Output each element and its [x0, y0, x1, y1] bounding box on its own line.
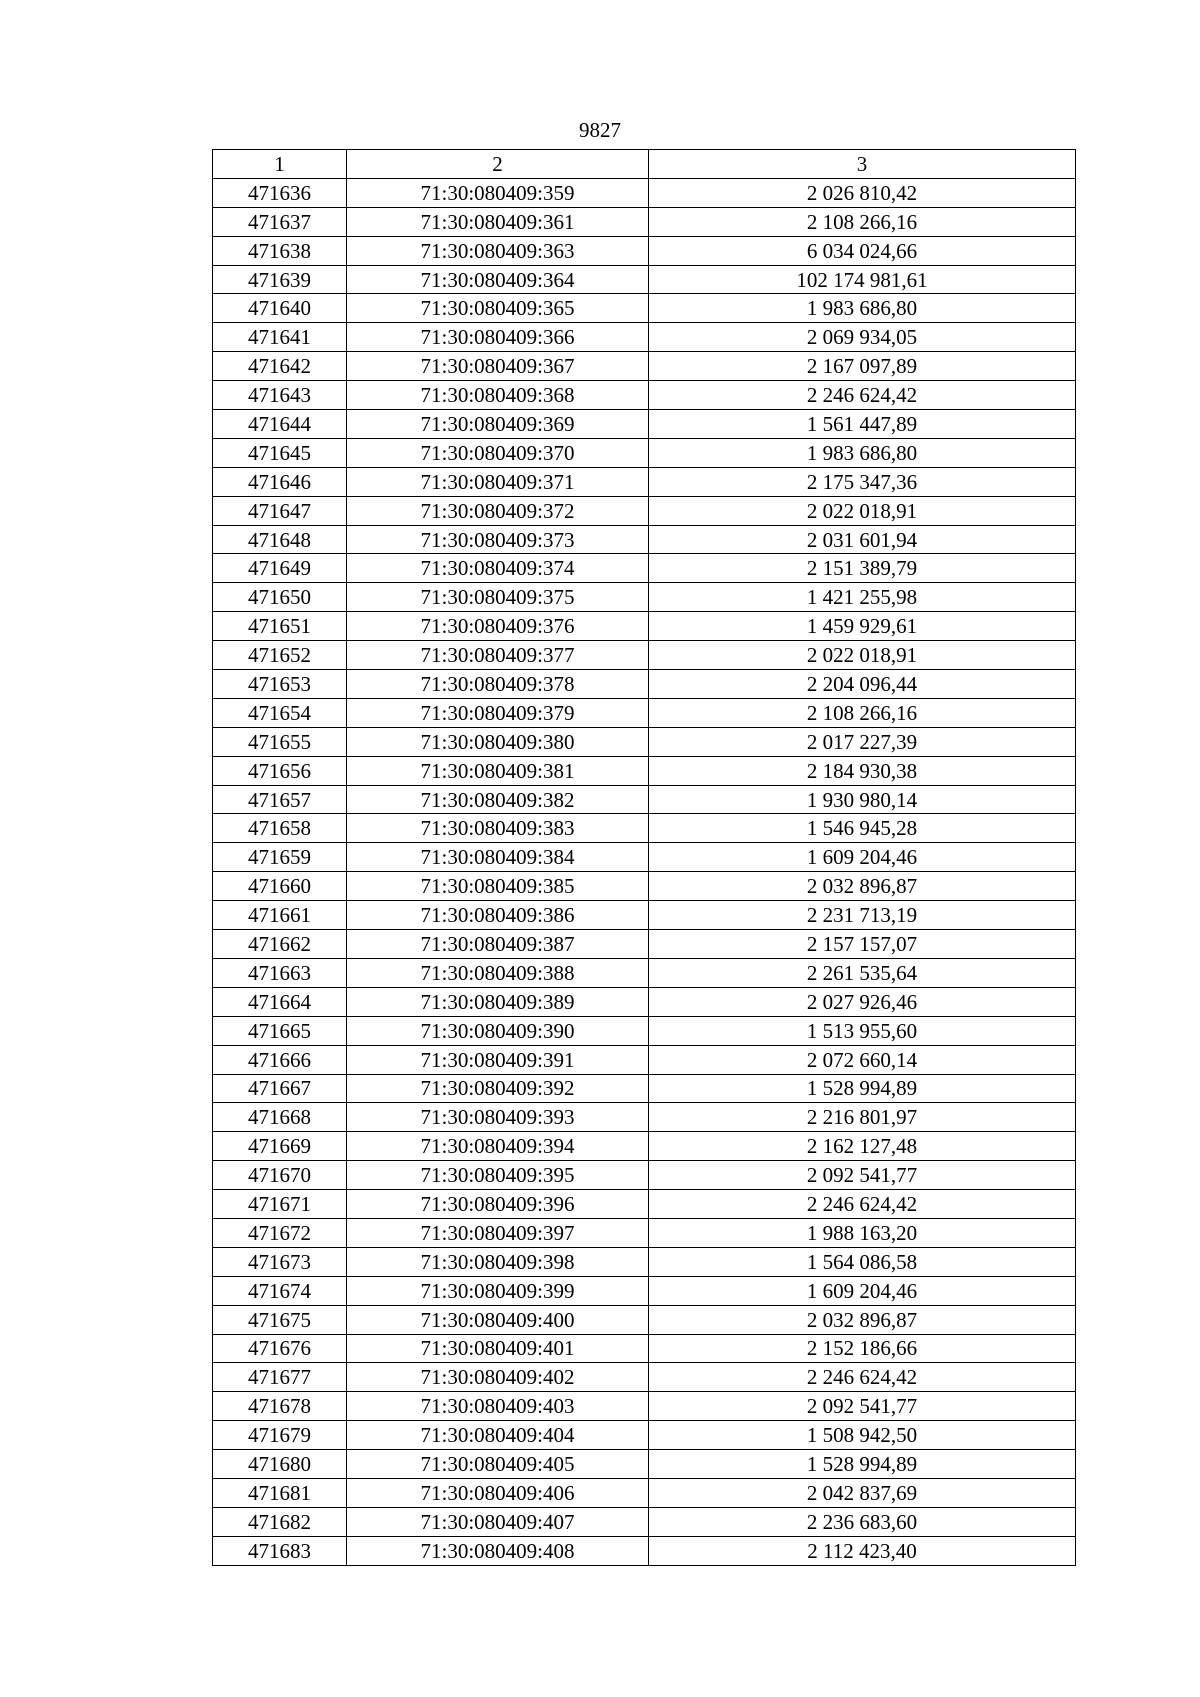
- value-cell: 2 022 018,91: [649, 641, 1076, 670]
- table-body: [213, 178, 1076, 1565]
- table-row: [213, 1045, 1076, 1074]
- cadastral-number-cell: 71:30:080409:380: [347, 727, 649, 756]
- cadastral-number-cell: 71:30:080409:368: [347, 381, 649, 410]
- value-cell: 6 034 024,66: [649, 236, 1076, 265]
- cadastral-number-cell: 71:30:080409:403: [347, 1392, 649, 1421]
- cadastral-number-cell: 71:30:080409:363: [347, 236, 649, 265]
- row-number-cell: 471657: [213, 785, 347, 814]
- cadastral-number-cell: 71:30:080409:385: [347, 872, 649, 901]
- value-cell: 2 032 896,87: [649, 1305, 1076, 1334]
- value-cell: 2 108 266,16: [649, 698, 1076, 727]
- table-row: [213, 987, 1076, 1016]
- cadastral-number-cell: 71:30:080409:371: [347, 467, 649, 496]
- cadastral-number-cell: 71:30:080409:376: [347, 612, 649, 641]
- cadastral-number-cell: 71:30:080409:393: [347, 1103, 649, 1132]
- cadastral-number-cell: 71:30:080409:370: [347, 438, 649, 467]
- row-number-cell: 471662: [213, 930, 347, 959]
- table-row: [213, 901, 1076, 930]
- value-cell: 2 042 837,69: [649, 1478, 1076, 1507]
- value-cell: 2 022 018,91: [649, 496, 1076, 525]
- cadastral-number-cell: 71:30:080409:374: [347, 554, 649, 583]
- row-number-cell: 471646: [213, 467, 347, 496]
- table-row: [213, 1016, 1076, 1045]
- row-number-cell: 471671: [213, 1190, 347, 1219]
- value-cell: 2 184 930,38: [649, 756, 1076, 785]
- table-row: [213, 930, 1076, 959]
- row-number-cell: 471665: [213, 1016, 347, 1045]
- row-number-cell: 471673: [213, 1247, 347, 1276]
- value-cell: 1 609 204,46: [649, 1276, 1076, 1305]
- row-number-cell: 471642: [213, 352, 347, 381]
- value-cell: 2 026 810,42: [649, 178, 1076, 207]
- row-number-cell: 471669: [213, 1132, 347, 1161]
- table-row: [213, 178, 1076, 207]
- cadastral-number-cell: 71:30:080409:398: [347, 1247, 649, 1276]
- cadastral-number-cell: 71:30:080409:388: [347, 958, 649, 987]
- table-row: [213, 1161, 1076, 1190]
- value-cell: 1 609 204,46: [649, 843, 1076, 872]
- row-number-cell: 471663: [213, 958, 347, 987]
- cadastral-number-cell: 71:30:080409:406: [347, 1478, 649, 1507]
- table-row: [213, 496, 1076, 525]
- cadastral-number-cell: 71:30:080409:377: [347, 641, 649, 670]
- row-number-cell: 471648: [213, 525, 347, 554]
- row-number-cell: 471650: [213, 583, 347, 612]
- table-row: [213, 1218, 1076, 1247]
- row-number-cell: 471645: [213, 438, 347, 467]
- value-cell: 1 528 994,89: [649, 1074, 1076, 1103]
- row-number-cell: 471660: [213, 872, 347, 901]
- table-row: [213, 381, 1076, 410]
- cadastral-number-cell: 71:30:080409:408: [347, 1536, 649, 1565]
- cadastral-number-cell: 71:30:080409:397: [347, 1218, 649, 1247]
- cadastral-number-cell: 71:30:080409:387: [347, 930, 649, 959]
- table-row: [213, 1478, 1076, 1507]
- cadastral-number-cell: 71:30:080409:361: [347, 207, 649, 236]
- value-cell: 2 162 127,48: [649, 1132, 1076, 1161]
- table-row: [213, 1507, 1076, 1536]
- value-cell: 2 246 624,42: [649, 1190, 1076, 1219]
- value-cell: 2 231 713,19: [649, 901, 1076, 930]
- row-number-cell: 471647: [213, 496, 347, 525]
- row-number-cell: 471655: [213, 727, 347, 756]
- row-number-cell: 471641: [213, 323, 347, 352]
- cadastral-number-cell: 71:30:080409:401: [347, 1334, 649, 1363]
- value-cell: 1 421 255,98: [649, 583, 1076, 612]
- cadastral-number-cell: 71:30:080409:366: [347, 323, 649, 352]
- row-number-cell: 471643: [213, 381, 347, 410]
- row-number-cell: 471677: [213, 1363, 347, 1392]
- page-number: 9827: [579, 118, 621, 142]
- row-number-cell: 471659: [213, 843, 347, 872]
- table-row: [213, 525, 1076, 554]
- table-row: [213, 1392, 1076, 1421]
- row-number-cell: 471661: [213, 901, 347, 930]
- cadastral-number-cell: 71:30:080409:381: [347, 756, 649, 785]
- table-row: [213, 1276, 1076, 1305]
- cadastral-number-cell: 71:30:080409:369: [347, 410, 649, 439]
- value-cell: 2 151 389,79: [649, 554, 1076, 583]
- table-row: [213, 1536, 1076, 1565]
- row-number-cell: 471672: [213, 1218, 347, 1247]
- row-number-cell: 471680: [213, 1450, 347, 1479]
- row-number-cell: 471644: [213, 410, 347, 439]
- value-cell: 2 236 683,60: [649, 1507, 1076, 1536]
- table-header: [213, 150, 1076, 179]
- cadastral-number-cell: 71:30:080409:367: [347, 352, 649, 381]
- table-row: [213, 814, 1076, 843]
- value-cell: 1 459 929,61: [649, 612, 1076, 641]
- cadastral-number-cell: 71:30:080409:364: [347, 265, 649, 294]
- value-cell: 2 031 601,94: [649, 525, 1076, 554]
- cadastral-number-cell: 71:30:080409:372: [347, 496, 649, 525]
- cadastral-number-cell: 71:30:080409:391: [347, 1045, 649, 1074]
- row-number-cell: 471666: [213, 1045, 347, 1074]
- table-row: [213, 323, 1076, 352]
- row-number-cell: 471636: [213, 178, 347, 207]
- row-number-cell: 471670: [213, 1161, 347, 1190]
- table-row: [213, 467, 1076, 496]
- table-row: [213, 1247, 1076, 1276]
- table-row: [213, 352, 1076, 381]
- table-row: [213, 236, 1076, 265]
- value-cell: 2 072 660,14: [649, 1045, 1076, 1074]
- table-row: [213, 1074, 1076, 1103]
- table-row: [213, 1334, 1076, 1363]
- row-number-cell: 471676: [213, 1334, 347, 1363]
- cadastral-number-cell: 71:30:080409:405: [347, 1450, 649, 1479]
- table-row: [213, 1305, 1076, 1334]
- table-row: [213, 641, 1076, 670]
- row-number-cell: 471652: [213, 641, 347, 670]
- row-number-cell: 471653: [213, 670, 347, 699]
- table-row: [213, 1190, 1076, 1219]
- row-number-cell: 471658: [213, 814, 347, 843]
- cadastral-number-cell: 71:30:080409:407: [347, 1507, 649, 1536]
- table-row: [213, 785, 1076, 814]
- cadastral-number-cell: 71:30:080409:382: [347, 785, 649, 814]
- value-cell: 1 513 955,60: [649, 1016, 1076, 1045]
- column-header-2: 2: [347, 150, 649, 179]
- table-row: [213, 438, 1076, 467]
- row-number-cell: 471682: [213, 1507, 347, 1536]
- row-number-cell: 471640: [213, 294, 347, 323]
- row-number-cell: 471649: [213, 554, 347, 583]
- row-number-cell: 471638: [213, 236, 347, 265]
- value-cell: 1 983 686,80: [649, 438, 1076, 467]
- value-cell: 2 017 227,39: [649, 727, 1076, 756]
- table-row: [213, 698, 1076, 727]
- value-cell: 2 027 926,46: [649, 987, 1076, 1016]
- table-row: [213, 1421, 1076, 1450]
- table-row: [213, 872, 1076, 901]
- table-row: [213, 1450, 1076, 1479]
- value-cell: 2 167 097,89: [649, 352, 1076, 381]
- cadastral-number-cell: 71:30:080409:365: [347, 294, 649, 323]
- cadastral-number-cell: 71:30:080409:390: [347, 1016, 649, 1045]
- value-cell: 2 092 541,77: [649, 1392, 1076, 1421]
- table-row: [213, 756, 1076, 785]
- header-row: [213, 150, 1076, 179]
- value-cell: 2 175 347,36: [649, 467, 1076, 496]
- table-row: [213, 207, 1076, 236]
- cadastral-number-cell: 71:30:080409:396: [347, 1190, 649, 1219]
- cadastral-number-cell: 71:30:080409:392: [347, 1074, 649, 1103]
- row-number-cell: 471656: [213, 756, 347, 785]
- row-number-cell: 471664: [213, 987, 347, 1016]
- table-row: [213, 958, 1076, 987]
- cadastral-number-cell: 71:30:080409:404: [347, 1421, 649, 1450]
- table-row: [213, 727, 1076, 756]
- value-cell: 1 508 942,50: [649, 1421, 1076, 1450]
- cadastral-number-cell: 71:30:080409:378: [347, 670, 649, 699]
- cadastral-number-cell: 71:30:080409:375: [347, 583, 649, 612]
- value-cell: 1 528 994,89: [649, 1450, 1076, 1479]
- value-cell: 2 204 096,44: [649, 670, 1076, 699]
- cadastral-number-cell: 71:30:080409:373: [347, 525, 649, 554]
- row-number-cell: 471681: [213, 1478, 347, 1507]
- table-row: [213, 843, 1076, 872]
- cadastral-number-cell: 71:30:080409:399: [347, 1276, 649, 1305]
- cadastral-number-cell: 71:30:080409:384: [347, 843, 649, 872]
- value-cell: 2 032 896,87: [649, 872, 1076, 901]
- table-row: [213, 670, 1076, 699]
- column-header-1: 1: [213, 150, 347, 179]
- value-cell: 2 261 535,64: [649, 958, 1076, 987]
- row-number-cell: 471668: [213, 1103, 347, 1132]
- value-cell: 1 546 945,28: [649, 814, 1076, 843]
- row-number-cell: 471637: [213, 207, 347, 236]
- cadastral-number-cell: 71:30:080409:389: [347, 987, 649, 1016]
- table-row: [213, 583, 1076, 612]
- value-cell: 2 069 934,05: [649, 323, 1076, 352]
- table-row: [213, 554, 1076, 583]
- table-row: [213, 265, 1076, 294]
- table-row: [213, 1103, 1076, 1132]
- row-number-cell: 471675: [213, 1305, 347, 1334]
- value-cell: 2 108 266,16: [649, 207, 1076, 236]
- table-row: [213, 294, 1076, 323]
- cadastral-number-cell: 71:30:080409:383: [347, 814, 649, 843]
- row-number-cell: 471678: [213, 1392, 347, 1421]
- row-number-cell: 471639: [213, 265, 347, 294]
- value-cell: 2 112 423,40: [649, 1536, 1076, 1565]
- cadastral-number-cell: 71:30:080409:394: [347, 1132, 649, 1161]
- table-row: [213, 1132, 1076, 1161]
- cadastral-number-cell: 71:30:080409:386: [347, 901, 649, 930]
- value-cell: 1 983 686,80: [649, 294, 1076, 323]
- value-cell: 2 092 541,77: [649, 1161, 1076, 1190]
- value-cell: 1 564 086,58: [649, 1247, 1076, 1276]
- column-header-3: 3: [649, 150, 1076, 179]
- table-row: [213, 1363, 1076, 1392]
- cadastral-number-cell: 71:30:080409:359: [347, 178, 649, 207]
- value-cell: 2 216 801,97: [649, 1103, 1076, 1132]
- row-number-cell: 471667: [213, 1074, 347, 1103]
- value-cell: 102 174 981,61: [649, 265, 1076, 294]
- value-cell: 2 157 157,07: [649, 930, 1076, 959]
- value-cell: 1 930 980,14: [649, 785, 1076, 814]
- row-number-cell: 471674: [213, 1276, 347, 1305]
- cadastral-number-cell: 71:30:080409:402: [347, 1363, 649, 1392]
- value-cell: 1 561 447,89: [649, 410, 1076, 439]
- row-number-cell: 471679: [213, 1421, 347, 1450]
- value-cell: 2 246 624,42: [649, 381, 1076, 410]
- table-row: [213, 410, 1076, 439]
- row-number-cell: 471654: [213, 698, 347, 727]
- cadastral-number-cell: 71:30:080409:379: [347, 698, 649, 727]
- table-row: [213, 612, 1076, 641]
- cadastral-number-cell: 71:30:080409:400: [347, 1305, 649, 1334]
- cadastral-number-cell: 71:30:080409:395: [347, 1161, 649, 1190]
- value-cell: 2 152 186,66: [649, 1334, 1076, 1363]
- value-cell: 1 988 163,20: [649, 1218, 1076, 1247]
- row-number-cell: 471683: [213, 1536, 347, 1565]
- value-cell: 2 246 624,42: [649, 1363, 1076, 1392]
- registry-table: [212, 149, 1076, 1566]
- row-number-cell: 471651: [213, 612, 347, 641]
